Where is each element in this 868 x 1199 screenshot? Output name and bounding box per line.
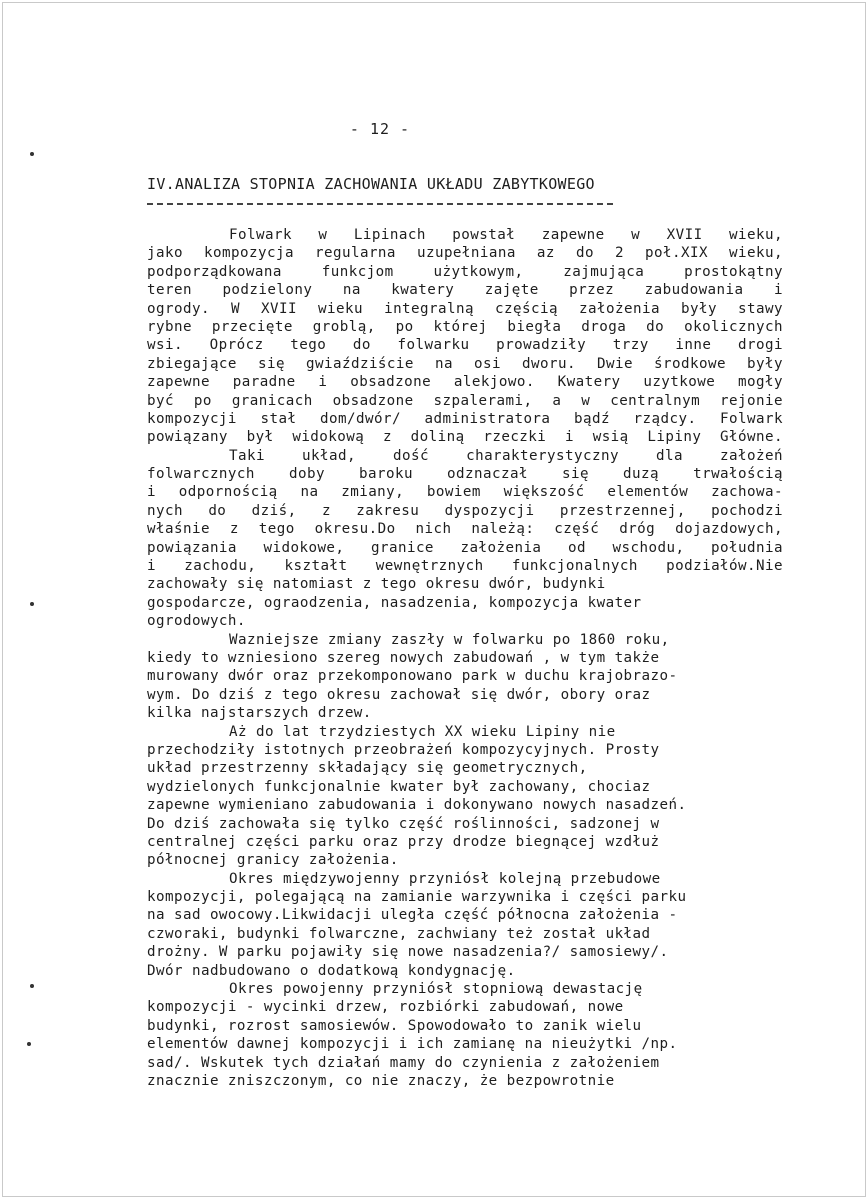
text-line: teren podzielony na kwatery zajęte przez zabudowania i bbox=[147, 282, 783, 299]
text-line: znacznie zniszczonym, co nie znaczy, że bezpowrotnie bbox=[147, 1072, 615, 1089]
text-line: być po granicach obsadzone szpalerami, a w centralnym rejonie bbox=[147, 392, 783, 409]
heading-underline bbox=[147, 203, 613, 205]
text-line: właśnie z tego okresu.Do nich należą: część dróg dojazdowych, bbox=[147, 521, 783, 538]
text-line: ogrodowych. bbox=[147, 613, 246, 630]
text-line: Taki układ, dość charakterystyczny dla założeń bbox=[229, 447, 783, 464]
margin-speck bbox=[30, 984, 34, 988]
text-line: wym. Do dziś z tego okresu zachował się dwór, obory oraz bbox=[147, 686, 651, 703]
text-line: i odpornością na zmiany, bowiem większość elementów zachowa- bbox=[147, 484, 783, 501]
text-line: kompozycji, polegającą na zamianie warzywnika i części parku bbox=[147, 889, 687, 906]
text-line: Wazniejsze zmiany zaszły w folwarku po 1860 roku, bbox=[229, 631, 670, 648]
text-line: Dwór nadbudowano o dodatkową kondygnację. bbox=[147, 962, 516, 979]
text-line: kompozycji - wycinki drzew, rozbiórki zabudowań, nowe bbox=[147, 999, 624, 1016]
text-line: wydzielonych funkcjonalnie kwater był zachowany, chociaz bbox=[147, 778, 651, 795]
text-line: ogrody. W XVII wieku integralną częścią założenia były stawy bbox=[147, 300, 783, 317]
text-line: podporządkowana funkcjom użytkowym, zajmująca prostokątny bbox=[147, 263, 783, 280]
text-line: czworaki, budynki folwarczne, zachwiany też został układ bbox=[147, 925, 651, 942]
text-line: przechodziły istotnych przeobrażeń kompozycyjnych. Prosty bbox=[147, 741, 660, 758]
text-line: elementów dawnej kompozycji i ich zamianę na nieużytki /np. bbox=[147, 1036, 678, 1053]
text-line: kilka najstarszych drzew. bbox=[147, 705, 372, 722]
text-line: kompozycji stał dom/dwór/ administratora bądź rządcy. Folwark bbox=[147, 410, 783, 427]
text-line: północnej granicy założenia. bbox=[147, 852, 399, 869]
text-line: drożny. W parku pojawiły się nowe nasadzenia?/ samosiewy/. bbox=[147, 944, 669, 961]
text-line: rybne przecięte groblą, po której biegła droga do okolicznych bbox=[147, 318, 783, 335]
text-line: nych do dziś, z zakresu dyspozycji przestrzennej, pochodzi bbox=[147, 502, 783, 519]
text-line: zbiegające się gwiaździście na osi dworu. Dwie środkowe były bbox=[147, 355, 783, 372]
text-line: Okres powojenny przyniósł stopniową dewastację bbox=[229, 981, 643, 998]
text-line: zapewne wymieniano zabudowania i dokonywano nowych nasadzeń. bbox=[147, 797, 687, 814]
text-line: budynki, rozrost samosiewów. Spowodowało to zanik wielu bbox=[147, 1017, 642, 1034]
text-line: Folwark w Lipinach powstał zapewne w XVII wieku, bbox=[229, 227, 783, 243]
text-line: powiązania widokowe, granice założenia od wschodu, południa bbox=[147, 539, 783, 556]
text-line: sad/. Wskutek tych działań mamy do czynienia z założeniem bbox=[147, 1054, 660, 1071]
text-line: gospodarcze, ograodzenia, nasadzenia, kompozycja kwater bbox=[147, 594, 642, 611]
text-line: Aż do lat trzydziestych XX wieku Lipiny nie bbox=[229, 723, 616, 740]
text-line: wsi. Oprócz tego do folwarku prowadziły trzy inne drogi bbox=[147, 337, 783, 354]
text-line: Do dziś zachowała się tylko część roślinności, sadzonej w bbox=[147, 815, 660, 832]
text-line: zachowały się natomiast z tego okresu dwór, budynki bbox=[147, 576, 606, 593]
text-line: na sad owocowy.Likwidacji uległa część północna założenia - bbox=[147, 907, 678, 924]
text-line: murowany dwór oraz przekomponowano park w duchu krajobrazo- bbox=[147, 668, 678, 685]
text-line: centralnej części parku oraz przy drodze biegnącej wzdłuż bbox=[147, 833, 660, 850]
page-number: - 12 - bbox=[349, 120, 411, 138]
margin-speck bbox=[30, 152, 34, 156]
margin-speck bbox=[27, 1042, 31, 1046]
text-line: układ przestrzenny składający się geometrycznych, bbox=[147, 760, 588, 777]
text-line: Okres międzywojenny przyniósł kolejną przebudowe bbox=[229, 870, 661, 887]
text-line: powiązany był widokową z doliną rzeczki i wsią Lipiny Główne. bbox=[147, 429, 783, 446]
text-line: folwarcznych doby baroku odznaczał się duzą trwałością bbox=[147, 466, 783, 483]
text-line: i zachodu, kształt wewnętrznych funkcjonalnych podziałów.Nie bbox=[147, 558, 783, 575]
margin-speck bbox=[30, 602, 34, 606]
section-heading: IV.ANALIZA STOPNIA ZACHOWANIA UKŁADU ZABYTKOWEGO bbox=[147, 175, 595, 193]
text-line: zapewne paradne i obsadzone alekjowo. Kwatery uzytkowe mogły bbox=[147, 374, 783, 391]
text-line: jako kompozycja regularna uzupełniana az do 2 poł.XIX wieku, bbox=[147, 245, 783, 262]
text-line: kiedy to wzniesiono szereg nowych zabudowań , w tym także bbox=[147, 649, 660, 666]
body-text bbox=[147, 226, 783, 1090]
